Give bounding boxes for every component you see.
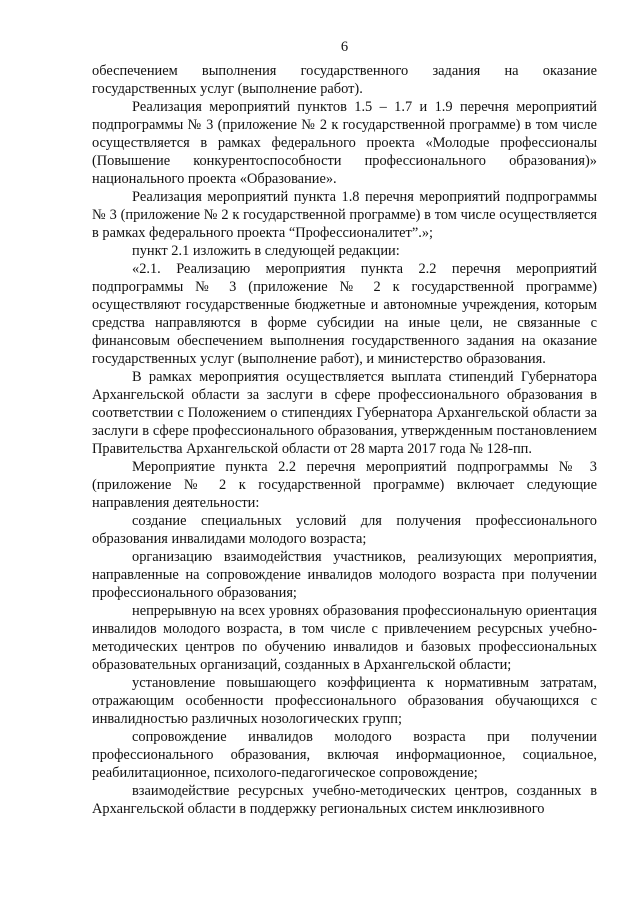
list-item-special-conditions: создание специальных условий для получения профессионального образования инвалидами молодого возраста; (92, 513, 597, 547)
page-number: 6 (340, 39, 349, 55)
list-item-resource-centers: взаимодействие ресурсных учебно-методических центров, созданных в Архангельской области в поддержку региональных систем инклюзивного (92, 783, 597, 817)
list-item-support: сопровождение инвалидов молодого возраста при получении профессионального образования, включая информационное, социальное, реабилитационное, психолого-педагогическое сопровождение; (92, 729, 597, 781)
paragraph-scholarships: В рамках мероприятия осуществляется выплата стипендий Губернатора Архангельской области за заслуги в сфере профессионального образования в соответствии с Положением о стипендиях Губернатора Архангельской области за заслуги в сфере профессионального образования, утвержденным постановлением Правительства Архангельской области от 28 марта 2017 года № 128-пп. (92, 369, 597, 457)
paragraph-continuation: обеспечением выполнения государственного задания на оказание государственных услуг (выполнение работ). (92, 63, 597, 97)
paragraph-items-1-5-1-9: Реализация мероприятий пунктов 1.5 – 1.7 и 1.9 перечня мероприятий подпрограммы № 3 (приложение № 2 к государственной программе) в том числе осуществляется в рамках федерального проекта «Молодые профессионалы (Повышение конкурентоспособности профессионального образования)» национального проекта «Образование». (92, 99, 597, 187)
paragraph-amendment-intro: пункт 2.1 изложить в следующей редакции: (132, 243, 400, 259)
list-item-coefficient: установление повышающего коэффициента к нормативным затратам, отражающим особенности профессионального образования обучающихся с инвалидностью различных нозологических групп; (92, 675, 597, 727)
paragraph-2-1: «2.1. Реализацию мероприятия пункта 2.2 перечня мероприятий подпрограммы № 3 (приложение № 2 к государственной программе) осуществляют государственные бюджетные и автономные учреждения, которым средства направляются в форме субсидии на иные цели, не связанные с финансовым обеспечением выполнения государственного задания на оказание государственных услуг (выполнение работ), и министерство образования. (92, 261, 597, 367)
paragraph-activity-2-2: Мероприятие пункта 2.2 перечня мероприятий подпрограммы № 3 (приложение № 2 к государственной программе) включает следующие направления деятельности: (92, 459, 597, 511)
paragraph-item-1-8: Реализация мероприятий пункта 1.8 перечня мероприятий подпрограммы № 3 (приложение № 2 к государственной программе) в том числе осуществляется в рамках федерального проекта “Профессионалитет”.»; (92, 189, 597, 241)
document-page (92, 38, 597, 818)
list-item-career-guidance: непрерывную на всех уровнях образования профессиональную ориентация инвалидов молодого возраста, в том числе с привлечением ресурсных учебно-методических центров по обучению инвалидов и базовых профессиональных образовательных организаций, созданных в Архангельской области; (92, 603, 597, 673)
list-item-interaction: организацию взаимодействия участников, реализующих мероприятия, направленные на сопровождение инвалидов молодого возраста при получении профессионального образования; (92, 549, 597, 601)
